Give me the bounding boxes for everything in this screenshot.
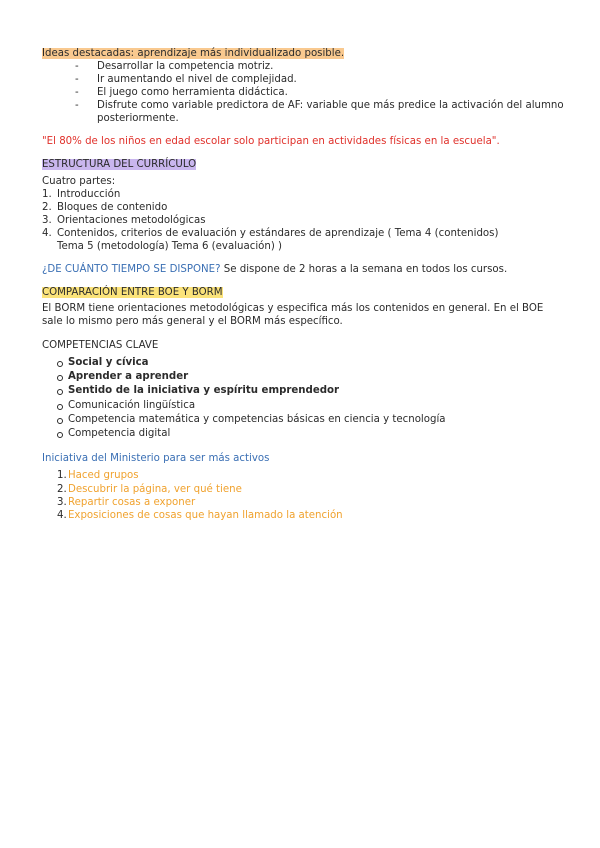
item-text: Repartir cosas a exponer: [68, 497, 196, 509]
item-text: Orientaciones metodológicas: [57, 215, 206, 226]
circle-bullet-icon: [57, 432, 63, 438]
list-item: [42, 483, 562, 496]
comparacion-heading: COMPARACIÓN ENTRE BOE Y BORM: [42, 287, 223, 298]
item-number: 2.: [57, 483, 67, 495]
tiempo-row: [42, 263, 562, 276]
item-number: 2.: [42, 202, 52, 213]
item-text: Bloques de contenido: [57, 202, 168, 213]
item-number: 3.: [57, 497, 67, 509]
list-item: [42, 188, 562, 201]
iniciativa-heading: Iniciativa del Ministerio para ser más activos: [42, 453, 270, 465]
list-item: [42, 60, 562, 73]
estructura-item4-continuation: Tema 5 (metodología) Tema 6 (evaluación) ): [57, 241, 283, 252]
competencias-heading: COMPETENCIAS CLAVE: [42, 340, 159, 351]
ideas-list: [42, 60, 562, 125]
circle-bullet-icon: [57, 389, 63, 395]
comparacion-heading-row: [42, 286, 562, 299]
item-text: Contenidos, criterios de evaluación y estándares de aprendizaje ( Tema 4 (contenidos): [57, 228, 499, 239]
ideas-item-text: Disfrute como variable predictora de AF: variable que más predice la activación del alumno posteriormente.: [97, 100, 564, 124]
ideas-item-text: Ir aumentando el nivel de complejidad.: [97, 74, 297, 85]
estructura-list: [42, 188, 562, 240]
quote-text: "El 80% de los niños en edad escolar solo participan en actividades físicas en la escuela".: [42, 136, 500, 147]
list-item: [42, 86, 562, 99]
estructura-heading-row: [42, 158, 562, 171]
item-text: Haced grupos: [68, 470, 139, 482]
list-item: [42, 413, 562, 427]
tiempo-answer: Se dispone de 2 horas a la semana en todos los cursos.: [220, 264, 508, 275]
circle-bullet-icon: [57, 404, 63, 410]
list-item: [42, 496, 562, 509]
dash-marker: -: [75, 61, 79, 72]
item-number: 4.: [42, 228, 52, 239]
item-number: 1.: [42, 189, 52, 200]
circle-bullet-icon: [57, 418, 63, 424]
competencias-list: [42, 356, 562, 441]
list-item: [42, 227, 562, 240]
list-item: [42, 73, 562, 86]
comparacion-paragraph: [42, 302, 562, 328]
list-item: [42, 201, 562, 214]
estructura-intro: Cuatro partes:: [42, 176, 116, 187]
comparacion-line-2: sale lo mismo pero más general y el BORM más específico.: [42, 316, 343, 327]
item-text: Descubrir la página, ver qué tiene: [68, 483, 242, 495]
dash-marker: -: [75, 100, 79, 111]
item-number: 4.: [57, 510, 67, 522]
list-item: [42, 384, 562, 398]
item-number: 3.: [42, 215, 52, 226]
item-text: Competencia digital: [68, 428, 171, 440]
item-number: 1.: [57, 470, 67, 482]
item-text: Competencia matemática y competencias básicas en ciencia y tecnología: [68, 413, 446, 425]
ideas-item-text: Desarrollar la competencia motriz.: [97, 61, 274, 72]
item-text: Social y cívica: [68, 357, 149, 368]
circle-bullet-icon: [57, 375, 63, 381]
comparacion-line-1: El BORM tiene orientaciones metodológicas y especifica más los contenidos en general. En el BOE: [42, 303, 544, 314]
list-item: [42, 214, 562, 227]
item-text: Comunicación lingüística: [68, 399, 196, 411]
list-item: [42, 469, 562, 482]
iniciativa-list: [42, 469, 562, 523]
list-item: [42, 427, 562, 441]
list-item: [42, 399, 562, 413]
dash-marker: -: [75, 74, 79, 85]
item-text: Introducción: [57, 189, 121, 200]
ideas-heading: Ideas destacadas: aprendizaje más individualizado posible.: [42, 48, 345, 59]
item-text: Aprender a aprender: [68, 371, 189, 383]
tiempo-question: ¿DE CUÁNTO TIEMPO SE DISPONE?: [42, 264, 221, 275]
circle-bullet-icon: [57, 361, 63, 367]
ideas-heading-row: [42, 47, 562, 60]
item-text: Sentido de la iniciativa y espíritu emprendedor: [68, 385, 340, 397]
dash-marker: -: [75, 87, 79, 98]
list-item: [42, 356, 562, 370]
list-item: [42, 99, 562, 125]
document-page: [42, 47, 562, 523]
list-item: [42, 509, 562, 522]
ideas-item-text: El juego como herramienta didáctica.: [97, 87, 288, 98]
item-text: Exposiciones de cosas que hayan llamado la atención: [68, 510, 343, 522]
list-item: [42, 370, 562, 384]
estructura-heading: ESTRUCTURA DEL CURRÍCULO: [42, 159, 197, 170]
